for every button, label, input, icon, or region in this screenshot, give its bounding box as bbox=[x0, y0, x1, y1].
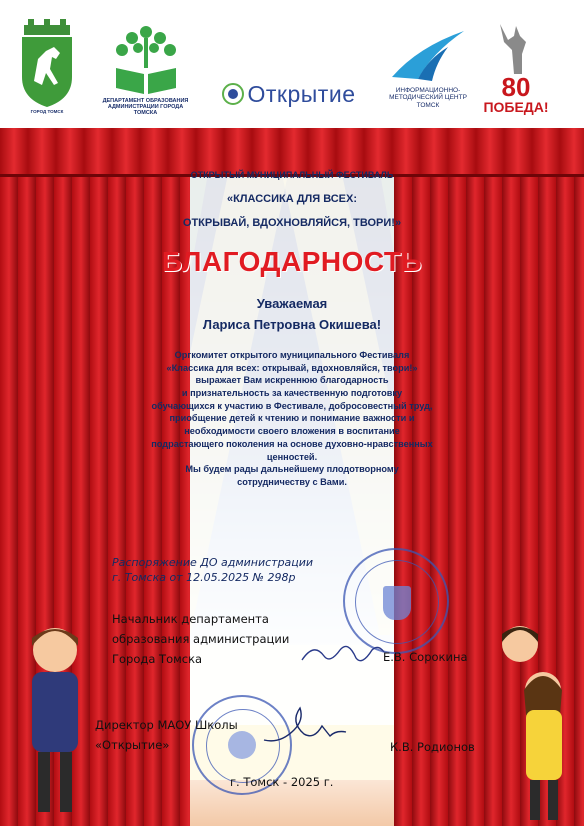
body-line: ценностей. bbox=[266, 451, 318, 462]
victory-text: ПОБЕДА! bbox=[483, 99, 549, 115]
department-caption: ДЕПАРТАМЕНТ ОБРАЗОВАНИЯ АДМИНИСТРАЦИИ ГОРОДА ТОМСКА bbox=[102, 97, 189, 117]
signatory1-name: Е.В. Сорокина bbox=[383, 650, 468, 664]
order-reference bbox=[112, 556, 313, 586]
victory-number: 80 bbox=[501, 72, 531, 102]
otkrytie-emblem-icon bbox=[222, 83, 244, 105]
body-line: выражает Вам искреннюю благодарность bbox=[195, 375, 389, 386]
children-illustration-left bbox=[10, 620, 96, 826]
body-line: сотрудничеству с Вами. bbox=[237, 476, 347, 487]
festival-name-line1: «КЛАССИКА ДЛЯ ВСЕХ: bbox=[226, 193, 358, 205]
imc-caption: ИНФОРМАЦИОННО-МЕТОДИЧЕСКИЙ ЦЕНТР ТОМСК bbox=[389, 86, 467, 109]
recipient-name: Лариса Петровна Окишева! bbox=[202, 317, 382, 332]
body-line: подрастающего поколения на основе духовно-нравственных bbox=[151, 438, 433, 449]
signatory2-name: К.В. Родионов bbox=[390, 740, 475, 754]
body-line: и признательность за качественную подготовку bbox=[181, 388, 403, 399]
body-line: обучающихся к участию в Фестивале, добросовестный труд, bbox=[151, 400, 433, 411]
imc-swoosh-icon bbox=[388, 27, 468, 87]
methodological-center-logo bbox=[384, 10, 472, 126]
otkrytie-wordmark: Открытие bbox=[247, 80, 356, 107]
order-line1: Распоряжение ДО администрации bbox=[112, 556, 314, 569]
signatory1-line1: Начальник департамента bbox=[112, 612, 269, 626]
otkrytie-school-logo bbox=[206, 65, 371, 123]
signatory1-line3: Города Томска bbox=[112, 651, 203, 666]
education-department-logo bbox=[98, 8, 193, 126]
tomsk-coat-of-arms-logo bbox=[12, 8, 82, 126]
signatory2-line1: Директор МАОУ Школы bbox=[95, 718, 238, 732]
signatory2-line2: «Открытие» bbox=[95, 737, 170, 752]
festival-label: ОТКРЫТЫЙ МУНИЦИПАЛЬНЫЙ ФЕСТИВАЛЬ bbox=[190, 170, 394, 180]
coat-of-arms-icon bbox=[16, 19, 78, 109]
body-line: необходимости своего вложения в воспитание bbox=[184, 426, 400, 437]
order-line2: г. Томска от 12.05.2025 № 298р bbox=[112, 570, 296, 584]
festival-name-line2: ОТКРЫВАЙ, ВДОХНОВЛЯЙСЯ, ТВОРИ!» bbox=[182, 217, 402, 229]
signature-icon bbox=[300, 636, 386, 670]
signatory1-line2: образования администрации bbox=[112, 631, 290, 646]
body-line: Оргкомитет открытого муниципального Фестиваля bbox=[174, 350, 410, 360]
signatory1-title bbox=[112, 610, 289, 669]
body-line: «Классика для всех: открывай, вдохновляйся, твори!» bbox=[166, 362, 418, 373]
children-illustration-right bbox=[488, 620, 578, 826]
certificate-title: БЛАГОДАРНОСТЬ bbox=[161, 246, 423, 277]
body-text bbox=[110, 349, 474, 489]
tree-book-icon bbox=[106, 18, 186, 98]
motherland-monument-icon bbox=[496, 20, 536, 74]
signature-icon bbox=[260, 700, 350, 750]
stamp-shield-icon bbox=[383, 586, 411, 620]
city-year: г. Томск - 2025 г. bbox=[230, 775, 334, 789]
body-line: приобщение детей к чтению и понимание важности и bbox=[169, 413, 415, 424]
tomsk-caption: ГОРОД ТОМСК bbox=[30, 109, 64, 115]
body-line: Мы будем рады дальнейшему плодотворному bbox=[185, 464, 399, 475]
salutation: Уважаемая bbox=[256, 296, 328, 311]
victory-80-logo bbox=[478, 8, 554, 126]
signatory2-title bbox=[95, 716, 238, 756]
